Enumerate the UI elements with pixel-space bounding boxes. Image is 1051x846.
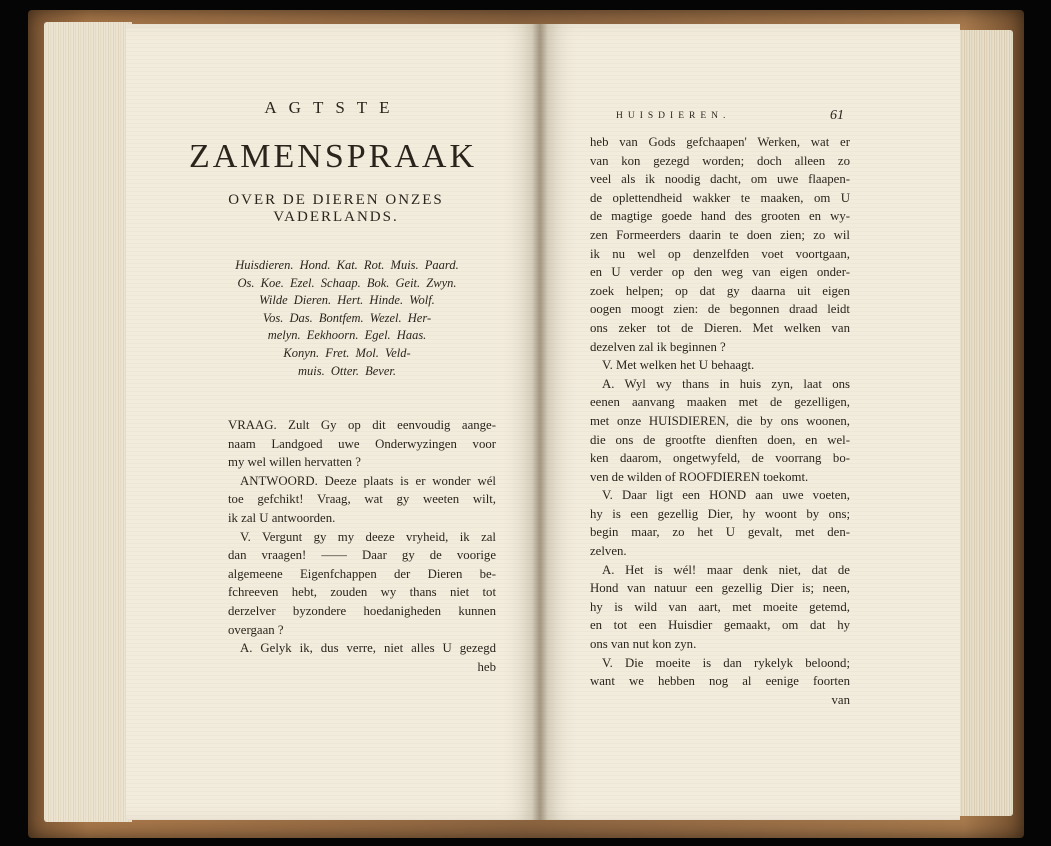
text-line: ons van nut kon zyn. (590, 637, 697, 652)
text-line: A. Het is wél! maar denk niet, dat de (602, 562, 850, 577)
page-edges-right (955, 30, 1013, 816)
text-line: hy is wild van aart, met moeite getemd, (590, 599, 850, 614)
text-line: veel als ik noodig dacht, om uwe flaapen- (590, 172, 850, 187)
page-number: 61 (830, 108, 844, 123)
text-line: want we hebben nog al eenige foorten (590, 674, 850, 689)
dialog-text-left (228, 416, 496, 676)
chapter-subtitle (186, 192, 486, 226)
text-line: ik nu wel op denzelfden voet voortgaan, (590, 246, 850, 261)
text-line: ik zal U antwoorden. (228, 510, 336, 525)
text-line: die ons de grootfte dienften doen, en wel- (590, 432, 850, 447)
text-line: heb van Gods gefchaapen' Werken, wat er (590, 135, 850, 149)
text-line: ons zeker tot de Dieren. Met welken van (590, 320, 850, 335)
text-line: begin maar, zo het U gevalt, met den- (590, 525, 850, 540)
right-page (540, 24, 960, 820)
chapter-number-heading: AGTSTE (264, 98, 402, 117)
text-line: zelven. (590, 544, 627, 559)
chapter-title-heading: ZAMENSPRAAK (188, 138, 478, 175)
text-line: dan vraagen! —— Daar gy de voorige (228, 548, 496, 563)
text-line: A. Gelyk ik, dus verre, niet alles U gezegd (240, 641, 496, 656)
text-line: algemeene Eigenfchappen der Dieren be- (228, 566, 496, 581)
text-line: V. Vergunt gy my deeze vryheid, ik zal (240, 529, 496, 544)
text-line: heb (477, 659, 496, 674)
text-line: V. Met welken het U behaagt. (602, 358, 755, 373)
contents-line: melyn. Eekhoorn. Egel. Haas. (267, 328, 427, 343)
text-line: naam Landgoed uwe Onderwyzingen voor (228, 436, 496, 451)
contents-line: Vos. Das. Bontfem. Wezel. Her- (262, 310, 432, 325)
text-line: zoek helpen; op dat gy daarna uit eigen (590, 283, 850, 298)
book-gutter (532, 24, 548, 820)
page-edges-left (44, 22, 132, 822)
text-line: V. Daar ligt een HOND aan uwe voeten, (602, 488, 850, 503)
contents-line: Os. Koe. Ezel. Schaap. Bok. Geit. Zwyn. (237, 275, 457, 290)
text-line: met onze HUISDIEREN, die by ons woonen, (590, 413, 850, 428)
text-line: hy is een gezellig Dier, hy woont by ons; (590, 506, 850, 521)
text-line: en tot een Huisdier gemaakt, om dat hy (590, 618, 850, 633)
text-line: ken daarom, ongetwyfeld, de voorrang bo- (590, 451, 850, 466)
contents-line: Wilde Dieren. Hert. Hinde. Wolf. (259, 293, 435, 308)
text-line: my wel willen hervatten ? (228, 455, 361, 470)
running-head: HUISDIEREN. (616, 111, 731, 121)
text-line: ANTWOORD. Deeze plaats is er wonder wél (240, 473, 496, 488)
text-line: eenen aanvang maaken met de gezelligen, (590, 395, 850, 410)
text-line: overgaan ? (228, 622, 284, 637)
text-line: A. Wyl wy thans in huis zyn, laat ons (602, 376, 850, 391)
subtitle-line: OVER DE DIEREN ONZES (228, 192, 444, 208)
chapter-contents-summary (212, 257, 482, 380)
text-line: de magtige goede hand des grooten en wy- (590, 209, 850, 224)
text-line: de oplettendheid wakker te maaken, om U (590, 190, 850, 205)
contents-line: Konyn. Fret. Mol. Veld- (283, 345, 411, 360)
subtitle-line: VADERLANDS. (273, 209, 399, 225)
text-line: fchreeven hebt, zouden wy thans niet tot (228, 585, 496, 600)
text-line: toe gefchikt! Vraag, wat gy weeten wilt, (228, 492, 496, 507)
text-line: dezelven zal ik beginnen ? (590, 339, 726, 354)
contents-line: muis. Otter. Bever. (298, 363, 396, 378)
text-line: van kon gezegd worden; doch alleen zo (590, 153, 850, 168)
text-line: zen Formeerders daarin te doen zien; zo wil (590, 227, 850, 242)
text-line: derzelver byzondere hoedanigheden kunnen (228, 603, 496, 618)
text-line: VRAAG. Zult Gy op dit eenvoudig aange- (228, 418, 496, 432)
text-line: en U verder op den weg van eigen onder- (590, 265, 850, 280)
left-page (126, 24, 540, 820)
text-line: oogen moogt zien: de begonnen draad leidt (590, 302, 850, 317)
contents-line: Huisdieren. Hond. Kat. Rot. Muis. Paard. (235, 258, 459, 272)
text-line: van (831, 692, 850, 707)
text-line: ven de wilden of ROOFDIEREN toekomt. (590, 469, 809, 484)
text-line: Hond van natuur een gezellig Dier is; neen, (590, 581, 850, 596)
dialog-text-right (590, 133, 850, 709)
text-line: V. Die moeite is dan rykelyk beloond; (602, 655, 850, 670)
